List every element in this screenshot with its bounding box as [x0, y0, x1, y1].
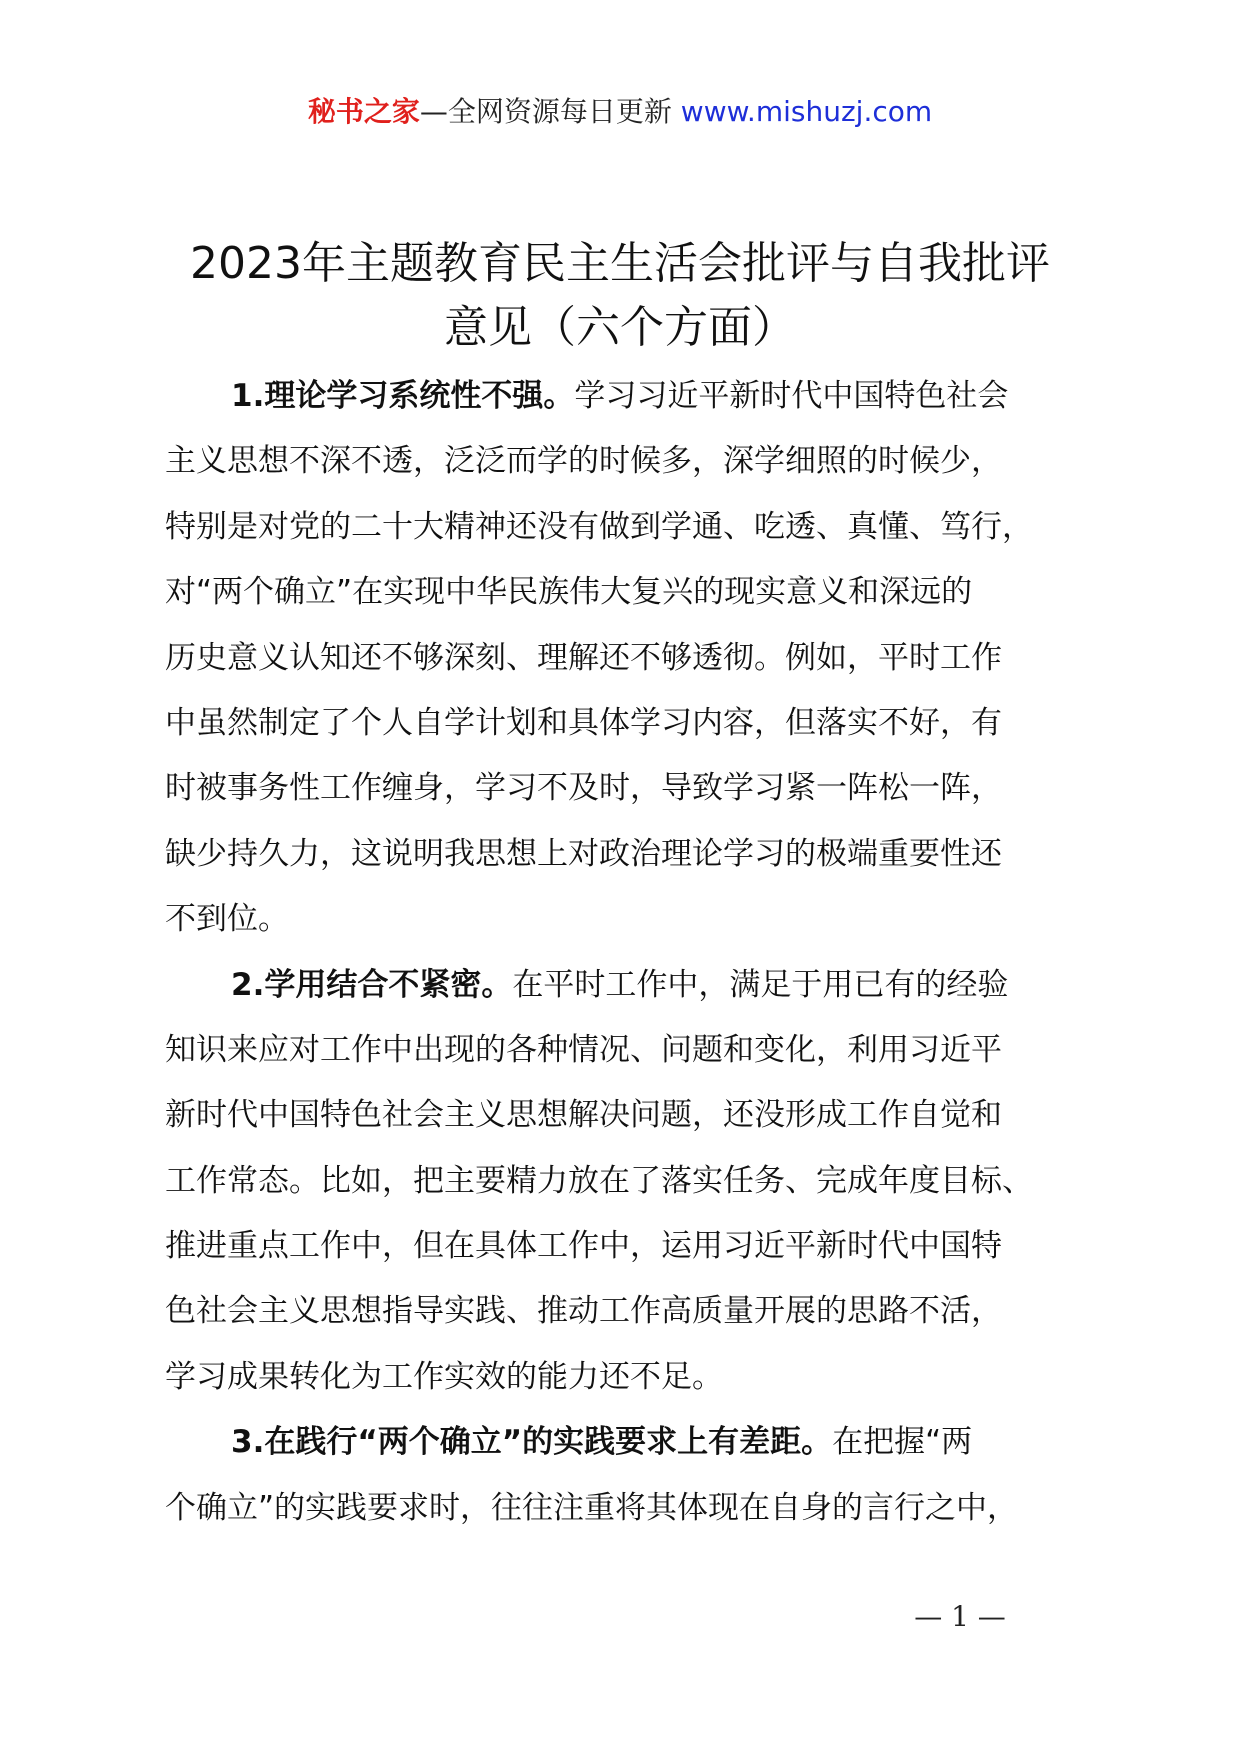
document-title — [0, 232, 1240, 360]
site-tagline: —全网资源每日更新 — [419, 95, 672, 128]
site-url-link[interactable]: www.mishuzj.com — [680, 95, 933, 128]
section-heading: 2.学用结合不紧密。 — [231, 966, 513, 1003]
paragraph-line: 特别是对党的二十大精神还没有做到学通、吃透、真懂、笃行， — [165, 508, 1033, 545]
paragraph-text: 在把握“两 — [832, 1424, 973, 1461]
title-line-2: 意见（六个方面） — [444, 302, 796, 353]
paragraph-text: 在平时工作中，满足于用已有的经验 — [512, 966, 1009, 1003]
paragraph-line: 不到位。 — [165, 901, 289, 938]
section-1 — [165, 364, 1115, 953]
paragraph-line: 个确立”的实践要求时，往往注重将其体现在自身的言行之中， — [165, 1489, 1019, 1526]
section-heading: 3.在践行“两个确立”的实践要求上有差距。 — [231, 1424, 833, 1461]
paragraph-text: 学习习近平新时代中国特色社会 — [574, 378, 1009, 414]
site-name: 秘书之家 — [307, 95, 420, 128]
paragraph-line: 中虽然制定了个人自学计划和具体学习内容，但落实不好，有 — [165, 704, 1002, 741]
paragraph-line: 主义思想不深不透，泛泛而学的时候多，深学细照的时候少， — [165, 443, 1002, 480]
page-number: — 1 — — [914, 1600, 1006, 1633]
paragraph-line — [165, 1410, 1115, 1475]
section-2 — [165, 953, 1115, 1411]
title-line-1: 2023年主题教育民主生活会批评与自我批评 — [190, 238, 1050, 289]
paragraph-line — [165, 364, 1115, 429]
paragraph-line: 学习成果转化为工作实效的能力还不足。 — [165, 1358, 723, 1395]
paragraph-line: 推进重点工作中，但在具体工作中，运用习近平新时代中国特 — [165, 1228, 1002, 1265]
paragraph-line: 历史意义认知还不够深刻、理解还不够透彻。例如，平时工作 — [165, 639, 1002, 676]
paragraph-line: 工作常态。比如，把主要精力放在了落实任务、完成年度目标、 — [165, 1162, 1033, 1199]
section-heading: 1.理论学习系统性不强。 — [231, 378, 575, 414]
paragraph-line — [165, 953, 1115, 1018]
document-body — [165, 364, 1115, 1541]
paragraph-line: 色社会主义思想指导实践、推动工作高质量开展的思路不活， — [165, 1293, 1002, 1330]
paragraph-line: 时被事务性工作缠身，学习不及时，导致学习紧一阵松一阵， — [165, 770, 1002, 807]
paragraph-line: 新时代中国特色社会主义思想解决问题，还没形成工作自觉和 — [165, 1097, 1002, 1134]
paragraph-line: 知识来应对工作中出现的各种情况、问题和变化，利用习近平 — [165, 1031, 1002, 1068]
paragraph-line: 对“两个确立”在实现中华民族伟大复兴的现实意义和深远的 — [165, 574, 973, 611]
site-banner — [0, 92, 1240, 132]
section-3 — [165, 1410, 1115, 1541]
paragraph-line: 缺少持久力，这说明我思想上对政治理论学习的极端重要性还 — [165, 835, 1002, 872]
